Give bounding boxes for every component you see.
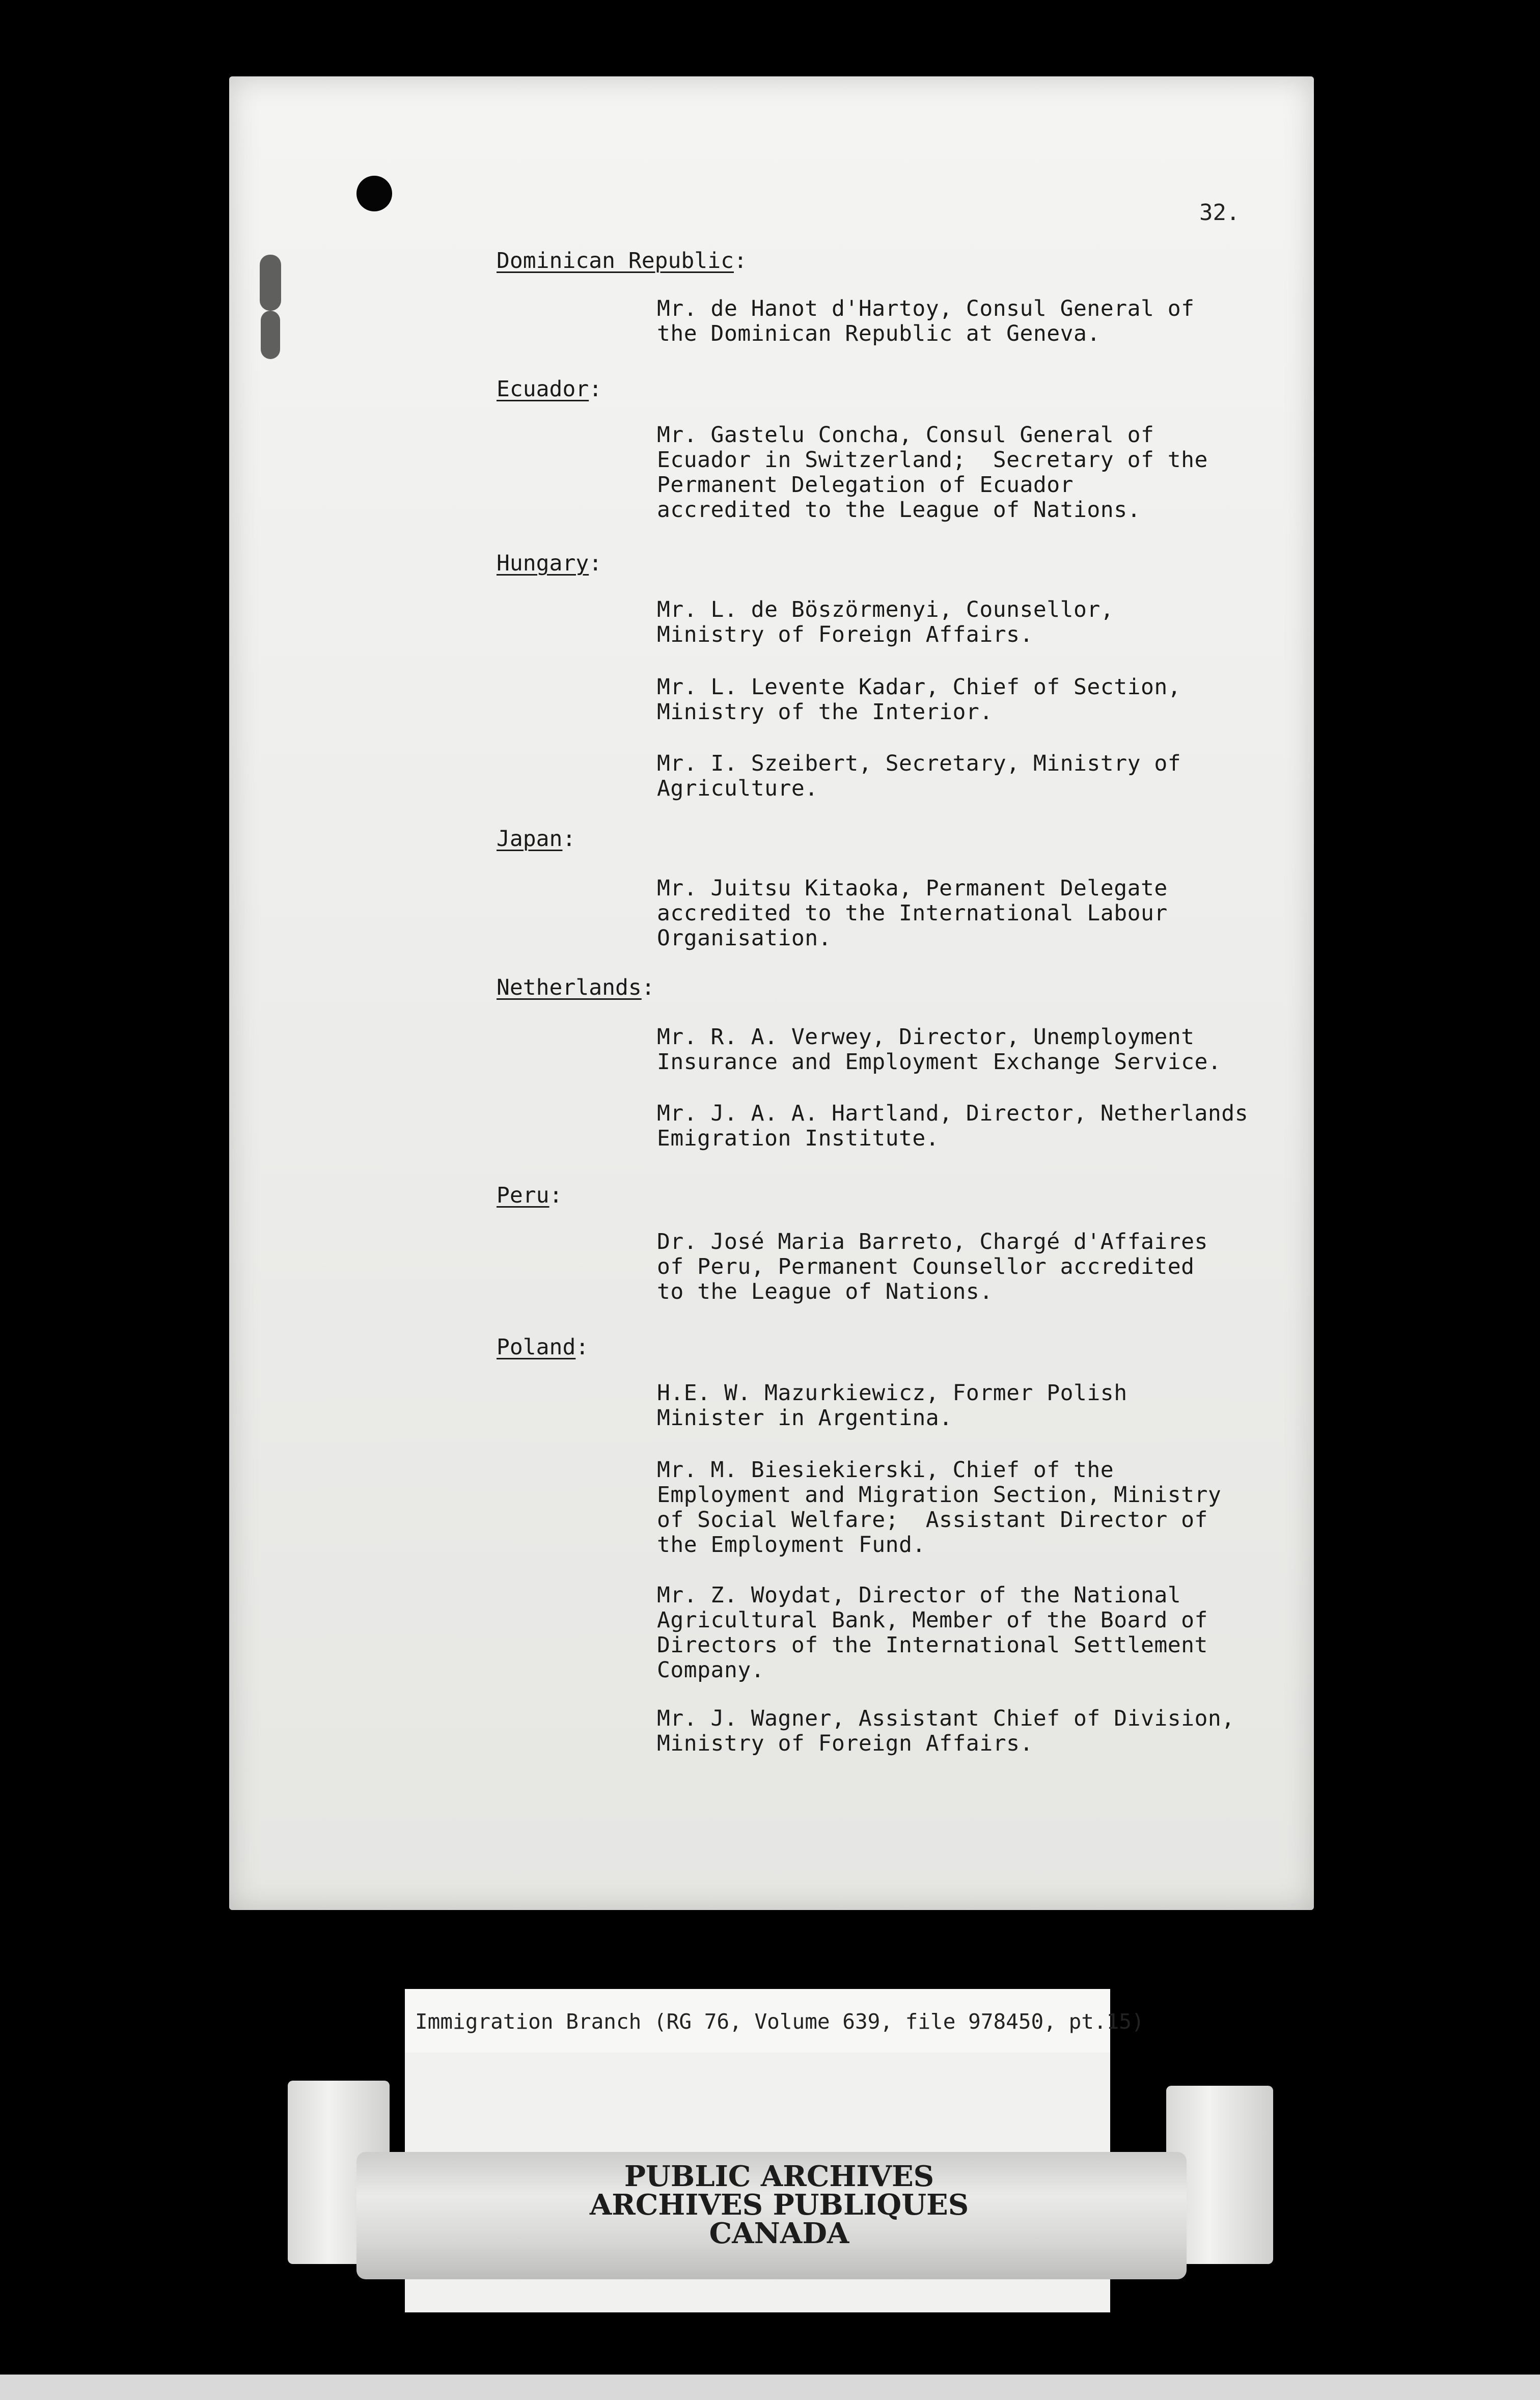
- delegate-entry-line: Mr. J. Wagner, Assistant Chief of Division,: [657, 1706, 1235, 1731]
- film-edge-strip: [0, 2375, 1540, 2400]
- delegate-entry-line: the Employment Fund.: [657, 1532, 926, 1558]
- delegate-entry-line: Minister in Argentina.: [657, 1405, 953, 1431]
- delegate-entry: [657, 1230, 1208, 1304]
- delegate-entry-line: Emigration Institute.: [657, 1126, 940, 1151]
- staple-mark-upper: [260, 255, 281, 311]
- delegate-entry-line: Mr. Gastelu Concha, Consul General of: [657, 422, 1154, 448]
- delegate-entry-line: Employment and Migration Section, Ministry: [657, 1482, 1222, 1508]
- country-heading: Hungary:: [497, 551, 602, 576]
- delegate-entry-line: Ministry of Foreign Affairs.: [657, 1731, 1033, 1756]
- delegate-entry: [657, 876, 1168, 951]
- country-heading: Japan:: [497, 826, 576, 852]
- delegate-entry: [657, 1381, 1128, 1431]
- delegate-entry: [657, 1101, 1248, 1151]
- delegate-entry: [657, 1458, 1221, 1558]
- delegate-entry-line: of Social Welfare; Assistant Director of: [657, 1507, 1208, 1533]
- delegate-entry: [657, 675, 1181, 725]
- delegate-entry: [657, 423, 1208, 523]
- delegate-entry-line: Ministry of Foreign Affairs.: [657, 622, 1033, 647]
- staple-mark-lower: [261, 311, 280, 359]
- archive-reference: Immigration Branch (RG 76, Volume 639, file 978450, pt.15): [415, 2009, 1144, 2034]
- delegate-entry-line: Agricultural Bank, Member of the Board of: [657, 1607, 1208, 1633]
- country-heading: Peru:: [497, 1183, 563, 1208]
- delegate-entry-line: Dr. José Maria Barreto, Chargé d'Affaires: [657, 1229, 1208, 1254]
- delegate-entry-line: Mr. Juitsu Kitaoka, Permanent Delegate: [657, 876, 1168, 901]
- delegate-entry-line: Mr. I. Szeibert, Secretary, Ministry of: [657, 751, 1181, 776]
- delegate-entry-line: the Dominican Republic at Geneva.: [657, 321, 1101, 346]
- delegate-entry-line: Mr. L. de Böszörmenyi, Counsellor,: [657, 597, 1114, 622]
- country-heading: Dominican Republic:: [497, 248, 747, 274]
- country-name: Ecuador: [497, 376, 589, 402]
- country-name: Peru: [497, 1183, 549, 1208]
- country-heading: Netherlands:: [497, 975, 655, 1000]
- country-name: Dominican Republic: [497, 248, 734, 274]
- stamp-line-3: CANADA: [709, 2217, 849, 2250]
- delegate-entry-line: Mr. J. A. A. Hartland, Director, Netherlands: [657, 1101, 1249, 1126]
- delegate-entry-line: Mr. R. A. Verwey, Director, Unemployment: [657, 1024, 1195, 1050]
- delegate-entry: [657, 1706, 1235, 1756]
- stamp-line-1: PUBLIC ARCHIVES: [624, 2160, 934, 2193]
- delegate-entry-line: Permanent Delegation of Ecuador: [657, 472, 1074, 498]
- delegate-entry-line: Mr. Z. Woydat, Director of the National: [657, 1583, 1181, 1608]
- delegate-entry-line: of Peru, Permanent Counsellor accredited: [657, 1254, 1195, 1279]
- archives-stamp: [586, 2162, 973, 2248]
- punch-hole: [356, 176, 392, 211]
- delegate-entry: [657, 296, 1195, 346]
- delegate-entry: [657, 597, 1114, 647]
- delegate-entry-line: Agriculture.: [657, 776, 818, 801]
- delegate-entry: [657, 751, 1181, 801]
- delegate-entry-line: to the League of Nations.: [657, 1279, 993, 1304]
- country-name: Japan: [497, 826, 563, 852]
- delegate-entry-line: Mr. de Hanot d'Hartoy, Consul General of: [657, 296, 1195, 321]
- delegate-entry: [657, 1025, 1221, 1075]
- country-heading: Ecuador:: [497, 376, 602, 402]
- delegate-entry-line: accredited to the League of Nations.: [657, 497, 1141, 523]
- archive-label-card: [405, 1989, 1144, 2053]
- delegate-entry-line: Company.: [657, 1657, 765, 1683]
- country-heading: Poland:: [497, 1334, 589, 1360]
- delegate-entry-line: accredited to the International Labour: [657, 901, 1168, 926]
- delegate-entry-line: Insurance and Employment Exchange Service.: [657, 1049, 1222, 1075]
- delegate-entry: [657, 1583, 1208, 1683]
- country-name: Poland: [497, 1334, 576, 1360]
- delegate-entry-line: Mr. M. Biesiekierski, Chief of the: [657, 1457, 1114, 1483]
- delegate-entry-line: Directors of the International Settlement: [657, 1632, 1208, 1658]
- delegate-entry-line: Mr. L. Levente Kadar, Chief of Section,: [657, 674, 1181, 700]
- delegate-entry-line: Organisation.: [657, 925, 832, 951]
- delegate-entry-line: Ministry of the Interior.: [657, 699, 993, 725]
- country-name: Hungary: [497, 551, 589, 576]
- country-name: Netherlands: [497, 975, 642, 1000]
- stamp-line-2: ARCHIVES PUBLIQUES: [589, 2188, 969, 2222]
- delegate-entry-line: Ecuador in Switzerland; Secretary of the: [657, 447, 1208, 473]
- page-number: 32.: [1199, 200, 1240, 226]
- delegate-entry-line: H.E. W. Mazurkiewicz, Former Polish: [657, 1380, 1128, 1406]
